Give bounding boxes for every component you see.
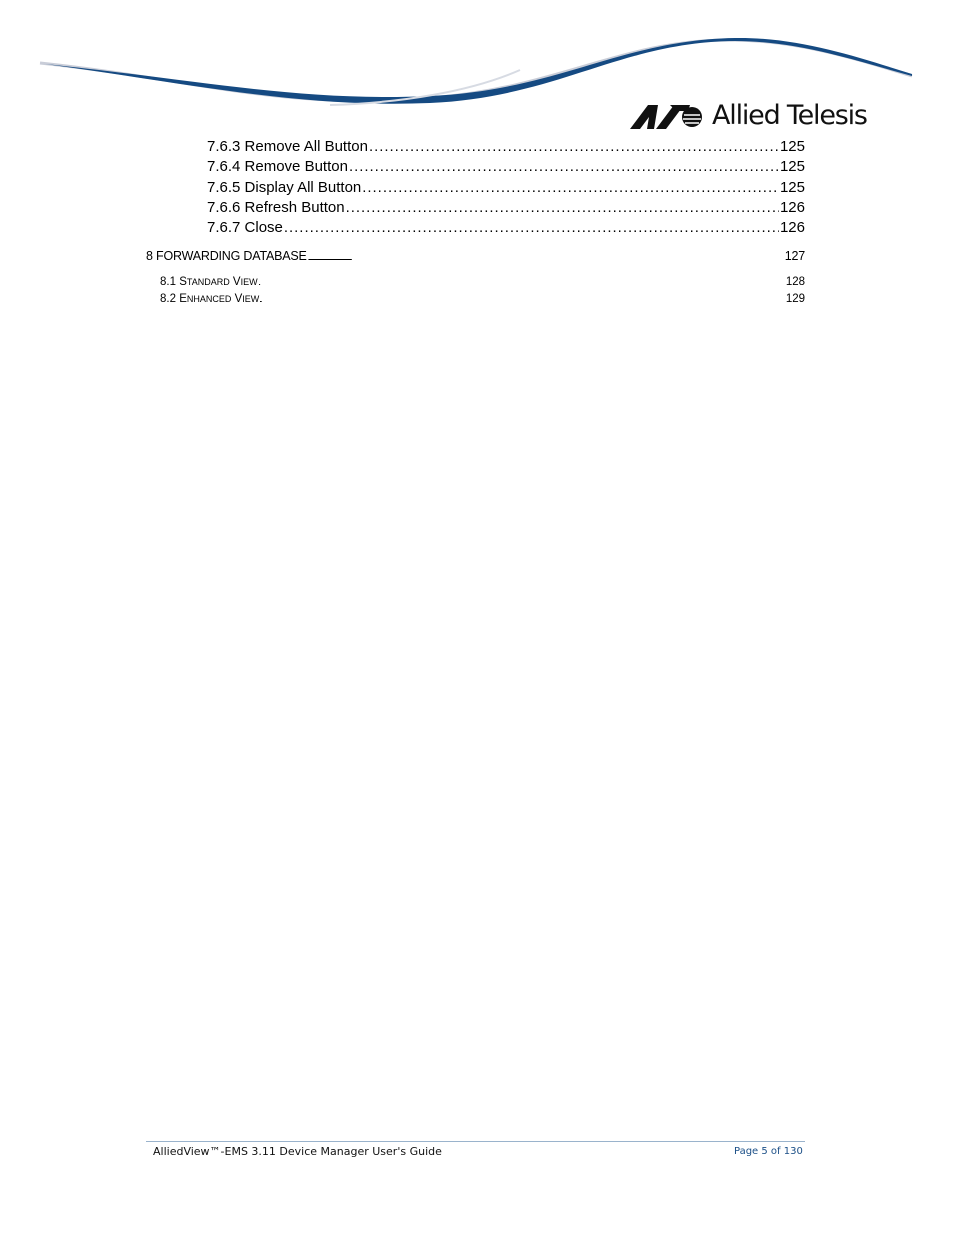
toc-number: 7.6.6 [207,199,241,216]
allied-telesis-logo [630,100,867,132]
toc-page: 125 [779,179,805,196]
toc-section-entry[interactable] [160,276,805,288]
toc-number: 7.6.3 [207,138,241,155]
toc-entry[interactable] [207,179,805,199]
toc-number: 7.6.5 [207,179,241,196]
allied-telesis-logo-icon [630,103,706,129]
toc-page: 126 [779,219,805,236]
toc-leader [259,276,785,288]
brand-name: Allied Telesis [712,100,867,131]
toc-leader [260,293,785,305]
toc-title: Refresh Button [244,199,345,216]
toc-leader [362,179,779,196]
toc-section-entry[interactable] [160,293,805,305]
toc-leader [346,199,779,216]
footer-divider [146,1141,805,1142]
toc-chapter-number: 8 [146,249,153,263]
toc-page: 126 [779,199,805,216]
toc-section-page: 128 [785,276,805,288]
toc-number: 7.6.4 [207,158,241,175]
toc-entry[interactable] [207,158,805,178]
toc-entry[interactable] [207,199,805,219]
toc-chapter-title: FORWARDING DATABASE [156,249,307,263]
toc-entry[interactable] [207,219,805,239]
toc-leader [369,138,779,155]
toc-section-number: 8.2 [160,293,176,305]
toc-title: Display All Button [244,179,362,196]
toc-page: 125 [779,138,805,155]
toc-entry[interactable] [207,138,805,158]
toc-title: Close [244,219,283,236]
toc-number: 7.6.7 [207,219,241,236]
toc-page: 125 [779,158,805,175]
toc-section-title: ENHANCED VIEW [179,293,260,305]
footer-guide-title: AlliedView™-EMS 3.11 Device Manager User's Guide [153,1145,442,1158]
toc-section-title: STANDARD VIEW [179,276,258,288]
footer-page-number: Page 5 of 130 [734,1146,803,1157]
toc-title: Remove Button [244,158,348,175]
toc-chapter-entry[interactable] [146,249,805,263]
toc-title: Remove All Button [244,138,368,155]
toc-chapter-page: 127 [784,249,805,263]
toc-leader [284,219,779,236]
toc-leader [349,158,779,175]
toc-leader [308,249,784,263]
toc-section-page: 129 [785,293,805,305]
toc-section-number: 8.1 [160,276,176,288]
